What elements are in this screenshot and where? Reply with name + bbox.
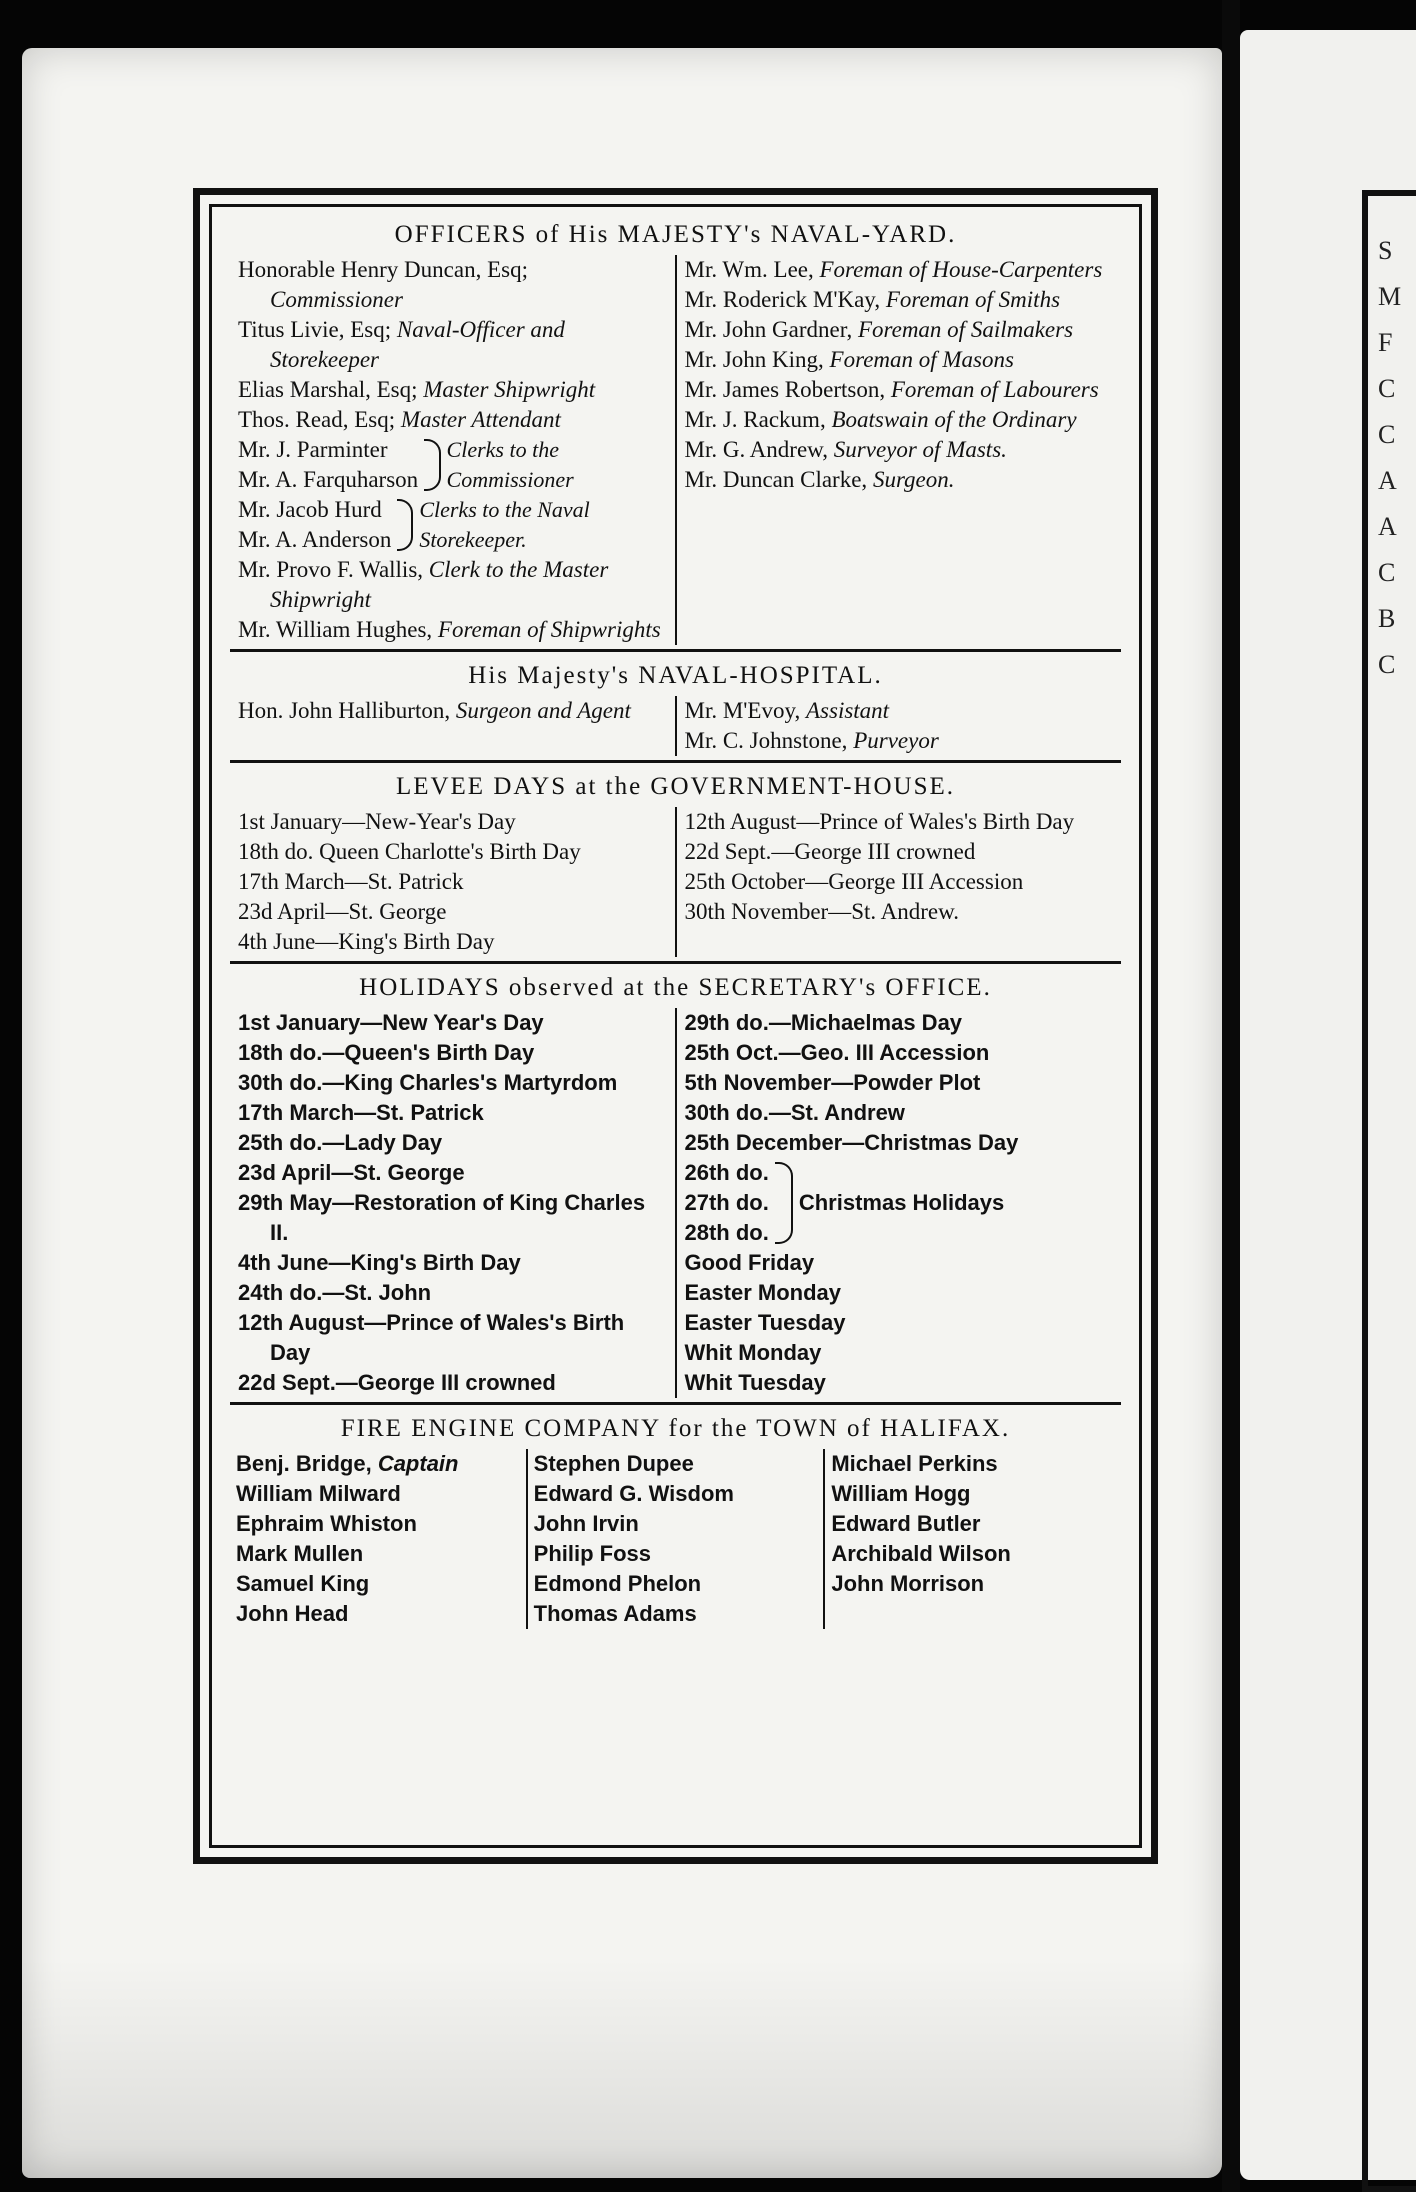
- holidays-heading: HOLIDAYS observed at the SECRETARY's OFFICE.: [359, 974, 992, 1001]
- fireman: John Irvin: [533, 1511, 639, 1536]
- facing-page-letter: C: [1378, 650, 1396, 679]
- holiday: Easter Tuesday: [684, 1310, 846, 1335]
- levee-days-heading: LEVEE DAYS at the GOVERNMENT-HOUSE.: [395, 773, 956, 800]
- captain-name: Benj. Bridge,: [236, 1451, 372, 1476]
- levee-days-left-column: [230, 807, 675, 957]
- facing-page-letter: A: [1378, 512, 1397, 541]
- fireman: Edward G. Wisdom: [533, 1481, 734, 1506]
- officer-entry: [238, 315, 667, 375]
- levee-day: 30th November—St. Andrew.: [684, 899, 959, 924]
- christmas-day: 26th do.: [684, 1160, 769, 1185]
- holiday: 29th do.—Michaelmas Day: [684, 1010, 963, 1035]
- officer-entry: [238, 375, 667, 405]
- christmas-days: [685, 1158, 769, 1248]
- officer-entry-role: Clerk to the Master Shipwright: [270, 557, 609, 612]
- facing-page-letter: B: [1378, 604, 1396, 633]
- naval-yard-left-column: [230, 255, 675, 645]
- naval-hospital-right-column: [675, 696, 1122, 756]
- naval-hospital-heading: His Majesty's NAVAL-HOSPITAL.: [468, 662, 883, 689]
- facing-page-letter: M: [1378, 282, 1402, 311]
- foreman-entry-role: Foreman of Labourers: [890, 377, 1099, 402]
- foreman-entry-name: Mr. Duncan Clarke,: [684, 467, 868, 492]
- bracket-brace: [424, 439, 440, 491]
- levee-day: 1st January—New-Year's Day: [238, 809, 516, 834]
- officer-entry-role: Commissioner: [270, 287, 403, 312]
- officer-entry: [238, 615, 667, 645]
- hospital-entry: [685, 696, 1114, 726]
- officer-entry: [238, 255, 667, 315]
- holiday: Whit Tuesday: [684, 1370, 826, 1395]
- fireman: Mark Mullen: [236, 1541, 364, 1566]
- fireman: Michael Perkins: [831, 1451, 998, 1476]
- foreman-entry-role: Foreman of House-Carpenters: [819, 257, 1103, 282]
- holiday: 18th do.—Queen's Birth Day: [238, 1040, 535, 1065]
- foreman-entry-name: Mr. J. Rackum,: [684, 407, 826, 432]
- section-naval-yard: [230, 219, 1121, 649]
- officer-entry-name: Mr. William Hughes,: [238, 617, 433, 642]
- holiday: 25th Oct.—Geo. III Accession: [684, 1040, 990, 1065]
- holiday: 23d April—St. George: [238, 1160, 465, 1185]
- frame-inner: [209, 204, 1142, 1848]
- foreman-entry-name: Mr. Wm. Lee,: [684, 257, 814, 282]
- book-gutter: [1222, 0, 1240, 2192]
- fireman: Stephen Dupee: [533, 1451, 694, 1476]
- officer-entry-name: Mr. Provo F. Wallis,: [238, 557, 424, 582]
- foreman-entry-role: Foreman of Smiths: [885, 287, 1061, 312]
- fireman: William Milward: [236, 1481, 401, 1506]
- officer-entry: [238, 405, 667, 435]
- hospital-entry-role: Assistant: [806, 698, 890, 723]
- facing-page-letter: F: [1378, 328, 1393, 357]
- officer-entry-name: Titus Livie, Esq;: [238, 317, 392, 342]
- fire-engine-column-1: [230, 1449, 526, 1629]
- holiday: 24th do.—St. John: [238, 1280, 432, 1305]
- levee-day: 12th August—Prince of Wales's Birth Day: [684, 809, 1075, 834]
- foreman-entry-role: Foreman of Sailmakers: [857, 317, 1074, 342]
- officer-entry-role: Foreman of Shipwrights: [437, 617, 661, 642]
- facing-page-fragments: [1378, 228, 1416, 688]
- clerk-names: [238, 495, 391, 555]
- levee-day: 22d Sept.—George III crowned: [684, 839, 976, 864]
- hospital-entry-name: Mr. C. Johnstone,: [684, 728, 848, 753]
- clerk-names: [238, 435, 418, 495]
- section-naval-hospital: [230, 649, 1121, 760]
- foreman-entry-role: Surveyor of Masts.: [833, 437, 1007, 462]
- facing-page-letter: A: [1378, 466, 1397, 495]
- foreman-entry-name: Mr. James Robertson,: [684, 377, 886, 402]
- foreman-entry-role: Boatswain of the Ordinary: [831, 407, 1077, 432]
- hospital-entry-name: Hon. John Halliburton,: [238, 698, 451, 723]
- holiday: 30th do.—King Charles's Martyrdom: [238, 1070, 618, 1095]
- holiday: Whit Monday: [684, 1340, 822, 1365]
- officer-entry-name: Honorable Henry Duncan, Esq;: [238, 257, 528, 282]
- naval-hospital-left-column: [230, 696, 675, 756]
- officer-entry-name: Thos. Read, Esq;: [238, 407, 396, 432]
- fireman: Edward Butler: [831, 1511, 981, 1536]
- levee-days-right-column: [675, 807, 1122, 957]
- holiday: 5th November—Powder Plot: [684, 1070, 981, 1095]
- clerk-group: [238, 495, 667, 555]
- officer-entry-role: Master Attendant: [400, 407, 561, 432]
- section-levee-days: [230, 760, 1121, 961]
- fireman: Philip Foss: [533, 1541, 652, 1566]
- holiday: 22d Sept.—George III crowned: [238, 1370, 556, 1395]
- fire-engine-column-3: [823, 1449, 1121, 1629]
- naval-yard-right-column: [675, 255, 1122, 645]
- officer-entry-role: Master Shipwright: [423, 377, 596, 402]
- christmas-holidays-group: [685, 1158, 1114, 1248]
- facing-page-letter: C: [1378, 374, 1396, 403]
- holiday: 12th August—Prince of Wales's Birth Day: [238, 1310, 625, 1365]
- fire-engine-heading: FIRE ENGINE COMPANY for the TOWN of HALIFAX.: [340, 1415, 1011, 1442]
- officer-entry-name: Elias Marshal, Esq;: [238, 377, 418, 402]
- clerk-name: Mr. A. Anderson: [238, 527, 392, 552]
- christmas-day: 27th do.: [684, 1190, 769, 1215]
- foreman-entry: [685, 435, 1114, 465]
- foreman-entry: [685, 255, 1114, 285]
- fireman: Archibald Wilson: [831, 1541, 1011, 1566]
- clerk-group: [238, 435, 667, 495]
- foreman-entry: [685, 405, 1114, 435]
- fireman: William Hogg: [831, 1481, 971, 1506]
- bracket-brace: [397, 499, 413, 551]
- holidays-left-column: [230, 1008, 675, 1398]
- levee-day: 17th March—St. Patrick: [238, 869, 464, 894]
- hospital-entry: [685, 726, 1114, 756]
- fire-captain: [236, 1449, 520, 1479]
- holiday: 25th do.—Lady Day: [238, 1130, 443, 1155]
- foreman-entry-role: Surgeon.: [872, 467, 955, 492]
- facing-page-letter: C: [1378, 558, 1396, 587]
- holiday: 29th May—Restoration of King Charles II.: [238, 1190, 646, 1245]
- holiday: 30th do.—St. Andrew: [684, 1100, 905, 1125]
- fire-engine-column-2: [526, 1449, 824, 1629]
- page-frame: [193, 188, 1158, 1864]
- holidays-right-column: [675, 1008, 1122, 1398]
- levee-day: 25th October—George III Accession: [684, 869, 1024, 894]
- foreman-entry: [685, 315, 1114, 345]
- holiday: Easter Monday: [684, 1280, 841, 1305]
- facing-page-letter: C: [1378, 420, 1396, 449]
- section-fire-engine-company: [230, 1402, 1121, 1633]
- hospital-entry-role: Purveyor: [853, 728, 939, 753]
- clerk-name: Mr. A. Farquharson: [238, 467, 419, 492]
- fireman: Ephraim Whiston: [236, 1511, 417, 1536]
- foreman-entry: [685, 375, 1114, 405]
- fireman: Thomas Adams: [533, 1601, 697, 1626]
- hospital-entry-name: Mr. M'Evoy,: [684, 698, 801, 723]
- bracket-brace: [775, 1162, 793, 1244]
- naval-yard-heading: OFFICERS of His MAJESTY's NAVAL-YARD.: [394, 221, 957, 248]
- captain-role: Captain: [377, 1451, 459, 1476]
- facing-page-letter: S: [1378, 236, 1393, 265]
- fireman: John Head: [236, 1601, 349, 1626]
- clerk-role: Clerks to the Naval Storekeeper.: [419, 497, 590, 552]
- clerk-name: Mr. Jacob Hurd: [238, 497, 382, 522]
- hospital-entry: [238, 696, 667, 726]
- holiday: 25th December—Christmas Day: [684, 1130, 1019, 1155]
- christmas-holidays-label: Christmas Holidays: [798, 1190, 1005, 1215]
- holiday: 17th March—St. Patrick: [238, 1100, 484, 1125]
- levee-day: 23d April—St. George: [238, 899, 447, 924]
- fireman: John Morrison: [831, 1571, 985, 1596]
- foreman-entry: [685, 465, 1114, 495]
- clerk-role: Clerks to the Commissioner: [446, 437, 574, 492]
- levee-day: 4th June—King's Birth Day: [238, 929, 495, 954]
- foreman-entry-name: Mr. Roderick M'Kay,: [684, 287, 881, 312]
- section-holidays: [230, 961, 1121, 1402]
- holiday: Good Friday: [684, 1250, 815, 1275]
- foreman-entry-name: Mr. John Gardner,: [684, 317, 853, 342]
- foreman-entry-role: Foreman of Masons: [829, 347, 1014, 372]
- levee-day: 18th do. Queen Charlotte's Birth Day: [238, 839, 581, 864]
- clerk-name: Mr. J. Parminter: [238, 437, 388, 462]
- fireman: Samuel King: [236, 1571, 370, 1596]
- holiday: 4th June—King's Birth Day: [238, 1250, 521, 1275]
- foreman-entry-name: Mr. G. Andrew,: [684, 437, 829, 462]
- hospital-entry-role: Surgeon and Agent: [455, 698, 631, 723]
- foreman-entry: [685, 285, 1114, 315]
- fireman: Edmond Phelon: [533, 1571, 702, 1596]
- foreman-entry: [685, 345, 1114, 375]
- officer-entry: [238, 555, 667, 615]
- officer-entry-role: Naval-Officer and Storekeeper: [270, 317, 565, 372]
- christmas-day: 28th do.: [684, 1220, 769, 1245]
- holiday: 1st January—New Year's Day: [238, 1010, 544, 1035]
- foreman-entry-name: Mr. John King,: [684, 347, 824, 372]
